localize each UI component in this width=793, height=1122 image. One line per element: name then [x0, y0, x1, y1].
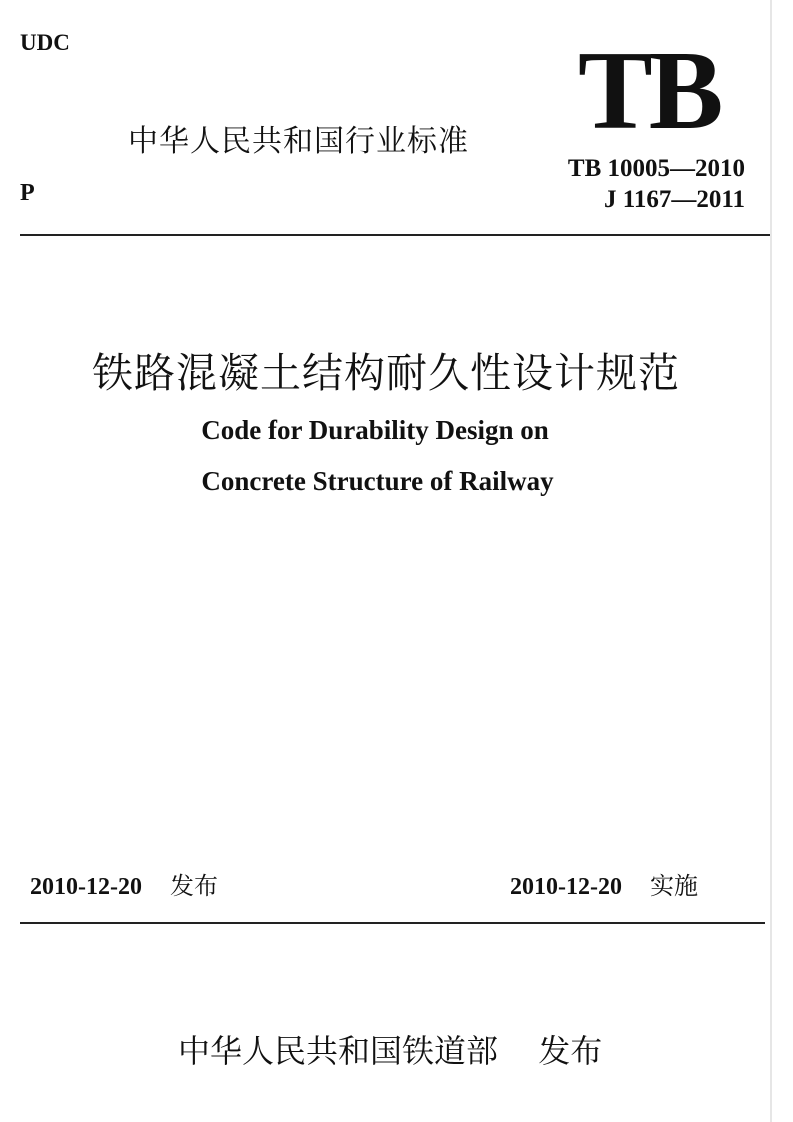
- issue-label: 发布: [169, 872, 218, 900]
- effective-date-block: [510, 866, 698, 901]
- title-chinese: 铁路混凝土结构耐久性设计规范: [92, 349, 680, 397]
- dates-divider: [20, 922, 765, 924]
- standard-type: 中华人民共和国行业标准: [128, 124, 469, 159]
- title-english-line2: Concrete Structure of Railway: [201, 466, 554, 496]
- udc-label: UDC: [20, 30, 70, 55]
- registration-code: J 1167—2011: [604, 186, 745, 213]
- issue-date: 2010-12-20: [30, 874, 142, 900]
- category-label: P: [20, 180, 35, 206]
- tb-logo: TB: [578, 29, 720, 153]
- header-divider: [20, 234, 770, 236]
- page-edge: [770, 0, 772, 1122]
- standard-code: TB 10005—2010: [567, 155, 745, 182]
- effective-date: 2010-12-20: [510, 874, 622, 900]
- publisher-block: [178, 1026, 602, 1072]
- publish-label: 发布: [538, 1032, 603, 1070]
- title-english-line1: Code for Durability Design on: [201, 415, 549, 445]
- effective-label: 实施: [649, 872, 698, 900]
- publisher: 中华人民共和国铁道部: [178, 1032, 499, 1070]
- issue-date-block: [30, 866, 218, 901]
